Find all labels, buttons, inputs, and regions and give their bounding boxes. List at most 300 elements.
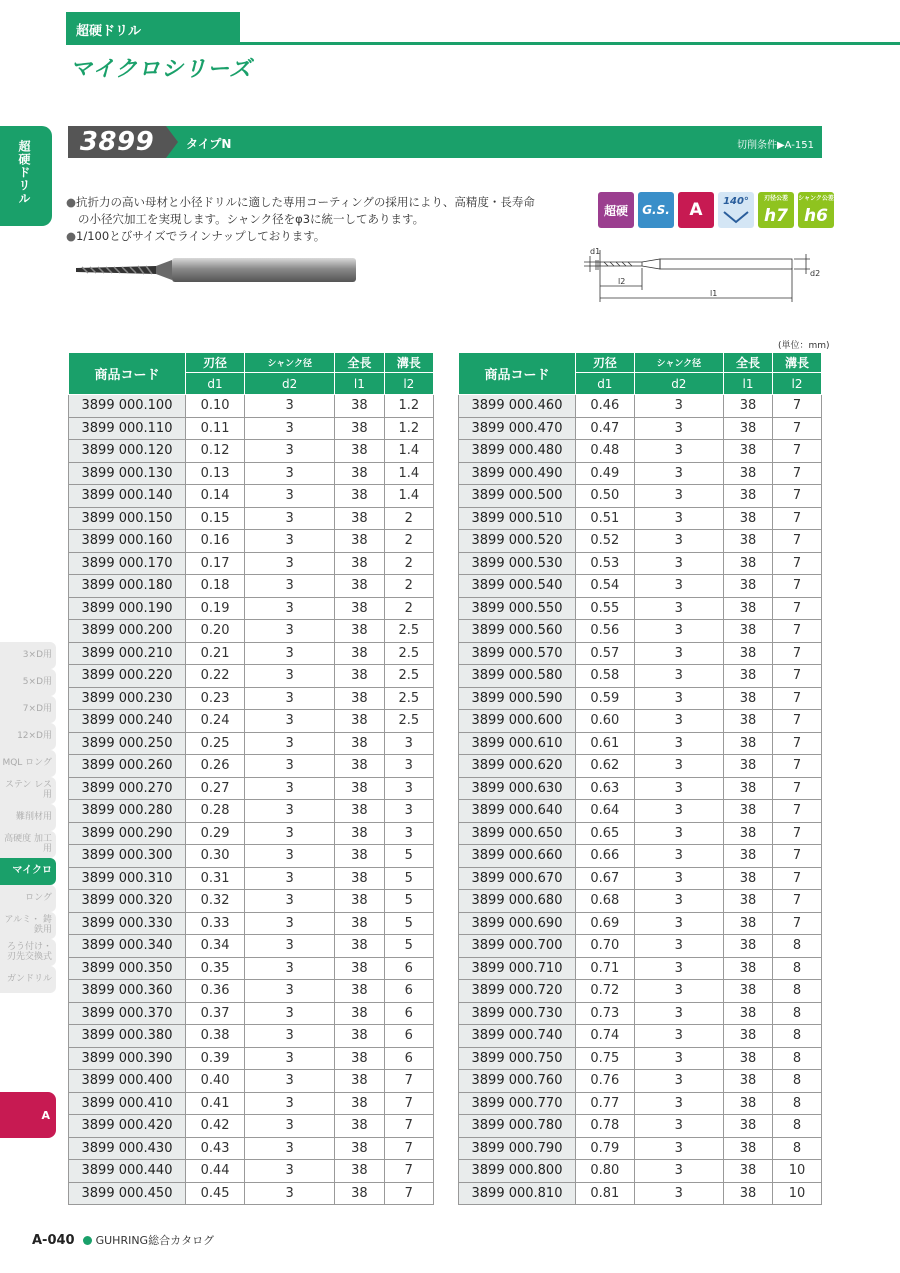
- cell-code: 3899 000.130: [69, 462, 186, 485]
- cell-code: 3899 000.100: [69, 395, 186, 418]
- table-row: [459, 620, 822, 643]
- cell-code: 3899 000.110: [69, 417, 186, 440]
- cell-d2: 3: [245, 1115, 335, 1138]
- cell-code: 3899 000.300: [69, 845, 186, 868]
- cell-l1: 38: [724, 1092, 773, 1115]
- cell-code: 3899 000.160: [69, 530, 186, 553]
- col-d2-name: シャンク径: [245, 353, 335, 373]
- table-row: [69, 687, 434, 710]
- cell-l1: 38: [724, 755, 773, 778]
- side-tab-carbide-drill[interactable]: [0, 126, 52, 226]
- table-row: [459, 507, 822, 530]
- cell-l1: 38: [724, 552, 773, 575]
- table-row: [69, 822, 434, 845]
- cell-code: 3899 000.470: [459, 417, 576, 440]
- table-row: [69, 552, 434, 575]
- table-row: [459, 1002, 822, 1025]
- cell-l1: 38: [335, 957, 384, 980]
- cell-d1: 0.75: [576, 1047, 635, 1070]
- cell-l2: 1.2: [384, 417, 433, 440]
- bullet-icon: [83, 1236, 92, 1245]
- cell-code: 3899 000.780: [459, 1115, 576, 1138]
- cell-l1: 38: [724, 687, 773, 710]
- cell-d2: 3: [634, 957, 723, 980]
- col-d1-name: 刃径: [186, 353, 245, 373]
- blade-tolerance-badge: 刃径公差 h7: [758, 192, 794, 228]
- cell-d2: 3: [634, 440, 723, 463]
- gs-coating-badge: G.S.: [638, 192, 674, 228]
- cell-d1: 0.45: [186, 1182, 245, 1205]
- cell-l2: 7: [772, 710, 821, 733]
- cell-d2: 3: [634, 687, 723, 710]
- cell-d1: 0.57: [576, 642, 635, 665]
- cell-d1: 0.63: [576, 777, 635, 800]
- cell-l2: 2.5: [384, 710, 433, 733]
- cell-code: 3899 000.270: [69, 777, 186, 800]
- cell-code: 3899 000.250: [69, 732, 186, 755]
- cell-d1: 0.64: [576, 800, 635, 823]
- cell-d2: 3: [634, 1115, 723, 1138]
- table-row: [459, 935, 822, 958]
- cell-code: 3899 000.700: [459, 935, 576, 958]
- cell-d1: 0.10: [186, 395, 245, 418]
- cell-l2: 8: [772, 1047, 821, 1070]
- table-row: [69, 1047, 434, 1070]
- cell-code: 3899 000.570: [459, 642, 576, 665]
- side-nav-item[interactable]: ロング: [0, 885, 56, 912]
- cell-code: 3899 000.180: [69, 575, 186, 598]
- cell-code: 3899 000.710: [459, 957, 576, 980]
- side-nav-item[interactable]: ろう付け・ 刃先交換式: [0, 939, 56, 966]
- description-line-2: ●1/100とびサイズでラインナップしております。: [66, 229, 326, 243]
- cell-d1: 0.77: [576, 1092, 635, 1115]
- cell-code: 3899 000.120: [69, 440, 186, 463]
- cell-d2: 3: [634, 935, 723, 958]
- cell-l1: 38: [724, 867, 773, 890]
- table-row: [69, 575, 434, 598]
- side-tab-a[interactable]: A: [0, 1092, 56, 1138]
- cell-d1: 0.24: [186, 710, 245, 733]
- cell-code: 3899 000.540: [459, 575, 576, 598]
- table-row: [69, 1002, 434, 1025]
- cell-code: 3899 000.440: [69, 1160, 186, 1183]
- table-row: [459, 530, 822, 553]
- cell-code: 3899 000.560: [459, 620, 576, 643]
- col-d1-name: 刃径: [576, 353, 635, 373]
- cell-code: 3899 000.370: [69, 1002, 186, 1025]
- cell-l1: 38: [335, 755, 384, 778]
- cell-code: 3899 000.290: [69, 822, 186, 845]
- cell-l2: 7: [772, 822, 821, 845]
- side-nav-item[interactable]: 7×D用: [0, 696, 56, 723]
- cell-code: 3899 000.790: [459, 1137, 576, 1160]
- cell-code: 3899 000.320: [69, 890, 186, 913]
- table-row: [69, 957, 434, 980]
- cell-d1: 0.13: [186, 462, 245, 485]
- cell-code: 3899 000.400: [69, 1070, 186, 1093]
- cell-code: 3899 000.340: [69, 935, 186, 958]
- cell-code: 3899 000.310: [69, 867, 186, 890]
- cell-d2: 3: [634, 530, 723, 553]
- cell-d1: 0.21: [186, 642, 245, 665]
- cell-l1: 38: [335, 822, 384, 845]
- series-number: 3899: [68, 126, 166, 158]
- cell-l2: 7: [384, 1070, 433, 1093]
- cell-l2: 1.4: [384, 462, 433, 485]
- cell-l2: 2.5: [384, 620, 433, 643]
- cell-l2: 7: [384, 1137, 433, 1160]
- spec-table-left: [68, 352, 434, 1205]
- cell-l2: 7: [772, 732, 821, 755]
- table-row: [459, 687, 822, 710]
- d2-label: d2: [810, 269, 821, 278]
- cell-d2: 3: [634, 597, 723, 620]
- cell-d2: 3: [634, 395, 723, 418]
- cell-d2: 3: [634, 755, 723, 778]
- cell-code: 3899 000.580: [459, 665, 576, 688]
- cutting-conditions-link[interactable]: 切削条件▶A-151: [736, 140, 814, 151]
- cell-l1: 38: [724, 912, 773, 935]
- cell-code: 3899 000.220: [69, 665, 186, 688]
- table-row: [459, 755, 822, 778]
- cell-l2: 6: [384, 1002, 433, 1025]
- cell-l1: 38: [335, 1070, 384, 1093]
- carbide-badge: 超硬: [598, 192, 634, 228]
- cell-d1: 0.54: [576, 575, 635, 598]
- cell-l2: 10: [772, 1160, 821, 1183]
- col-d1: d1: [576, 373, 635, 395]
- cell-l2: 7: [772, 845, 821, 868]
- table-row: [69, 1182, 434, 1205]
- cell-d2: 3: [245, 1070, 335, 1093]
- cell-code: 3899 000.620: [459, 755, 576, 778]
- cell-code: 3899 000.210: [69, 642, 186, 665]
- cell-code: 3899 000.530: [459, 552, 576, 575]
- cell-d1: 0.28: [186, 800, 245, 823]
- cell-l1: 38: [335, 1025, 384, 1048]
- cell-l2: 7: [772, 485, 821, 508]
- cell-code: 3899 000.430: [69, 1137, 186, 1160]
- cell-l2: 2: [384, 530, 433, 553]
- cell-l1: 38: [335, 1002, 384, 1025]
- cell-d2: 3: [634, 642, 723, 665]
- cell-d1: 0.37: [186, 1002, 245, 1025]
- cell-l2: 8: [772, 935, 821, 958]
- cell-l2: 7: [772, 417, 821, 440]
- cell-l2: 8: [772, 1025, 821, 1048]
- table-row: [459, 395, 822, 418]
- table-row: [69, 597, 434, 620]
- cell-d1: 0.81: [576, 1182, 635, 1205]
- cell-l2: 3: [384, 800, 433, 823]
- cell-code: 3899 000.380: [69, 1025, 186, 1048]
- cell-code: 3899 000.390: [69, 1047, 186, 1070]
- shank-tolerance-badge: シャンク公差 h6: [798, 192, 834, 228]
- cell-l2: 1.4: [384, 440, 433, 463]
- table-row: [69, 800, 434, 823]
- cell-l1: 38: [724, 1115, 773, 1138]
- table-row: [69, 417, 434, 440]
- cell-d2: 3: [634, 1002, 723, 1025]
- table-row: [69, 507, 434, 530]
- cell-l1: 38: [335, 507, 384, 530]
- cell-l2: 2: [384, 575, 433, 598]
- cell-l2: 2: [384, 597, 433, 620]
- cell-l2: 7: [772, 687, 821, 710]
- table-row: [459, 485, 822, 508]
- side-nav-item[interactable]: MQL ロング: [0, 750, 56, 777]
- side-nav-item[interactable]: ガンドリル: [0, 966, 56, 993]
- cell-l1: 38: [335, 575, 384, 598]
- side-nav-item[interactable]: 3×D用: [0, 642, 56, 669]
- dimension-diagram: [574, 246, 824, 308]
- col-code: 商品コード: [459, 353, 576, 395]
- cell-d1: 0.76: [576, 1070, 635, 1093]
- table-row: [459, 552, 822, 575]
- table-row: [69, 530, 434, 553]
- cell-code: 3899 000.550: [459, 597, 576, 620]
- cell-l2: 8: [772, 957, 821, 980]
- cell-l1: 38: [724, 710, 773, 733]
- cell-l1: 38: [335, 530, 384, 553]
- cell-l2: 7: [772, 575, 821, 598]
- cell-l2: 7: [772, 642, 821, 665]
- table-row: [459, 1160, 822, 1183]
- cell-d2: 3: [245, 642, 335, 665]
- cell-l2: 5: [384, 890, 433, 913]
- cell-d1: 0.80: [576, 1160, 635, 1183]
- cell-l1: 38: [335, 1182, 384, 1205]
- cell-d2: 3: [245, 755, 335, 778]
- side-nav-item[interactable]: 5×D用: [0, 669, 56, 696]
- table-row: [69, 485, 434, 508]
- side-nav-item[interactable]: アルミ・ 鋳鉄用: [0, 912, 56, 939]
- cell-l2: 5: [384, 935, 433, 958]
- cell-code: 3899 000.590: [459, 687, 576, 710]
- cell-l2: 1.4: [384, 485, 433, 508]
- cell-d2: 3: [634, 980, 723, 1003]
- cell-l2: 7: [384, 1160, 433, 1183]
- description: [66, 194, 536, 245]
- cell-code: 3899 000.200: [69, 620, 186, 643]
- cell-l1: 38: [335, 710, 384, 733]
- cell-l2: 8: [772, 1137, 821, 1160]
- cell-d1: 0.12: [186, 440, 245, 463]
- side-nav-item[interactable]: 高硬度 加工用: [0, 831, 56, 858]
- cell-l2: 8: [772, 1070, 821, 1093]
- cell-l1: 38: [724, 935, 773, 958]
- page-number: A-040: [32, 1232, 75, 1248]
- cell-code: 3899 000.500: [459, 485, 576, 508]
- cell-d1: 0.62: [576, 755, 635, 778]
- cell-d1: 0.60: [576, 710, 635, 733]
- col-d2: d2: [245, 373, 335, 395]
- description-line-1: ●抗折力の高い母材と小径ドリルに適した専用コーティングの採用により、高精度・長寿命の小径穴加工を実現します。シャンク径をφ3に統一してあります。: [66, 195, 535, 226]
- cell-l1: 38: [335, 980, 384, 1003]
- cell-l1: 38: [724, 1160, 773, 1183]
- table-row: [459, 642, 822, 665]
- side-nav-item[interactable]: 12×D用: [0, 723, 56, 750]
- cell-d1: 0.35: [186, 957, 245, 980]
- cell-code: 3899 000.680: [459, 890, 576, 913]
- cell-code: 3899 000.520: [459, 530, 576, 553]
- cell-d2: 3: [245, 935, 335, 958]
- header-divider: [66, 42, 900, 45]
- cell-code: 3899 000.280: [69, 800, 186, 823]
- cell-code: 3899 000.640: [459, 800, 576, 823]
- side-nav-item[interactable]: 難削材用: [0, 804, 56, 831]
- cell-d2: 3: [634, 552, 723, 575]
- cell-d1: 0.15: [186, 507, 245, 530]
- cell-d2: 3: [245, 417, 335, 440]
- cell-l1: 38: [724, 1182, 773, 1205]
- cell-l2: 7: [772, 912, 821, 935]
- footer: [32, 1232, 214, 1248]
- spec-table-right: [458, 352, 822, 1205]
- cell-code: 3899 000.690: [459, 912, 576, 935]
- cell-l1: 38: [335, 462, 384, 485]
- cell-code: 3899 000.230: [69, 687, 186, 710]
- cell-l2: 7: [772, 620, 821, 643]
- cell-l1: 38: [724, 1002, 773, 1025]
- cell-l2: 7: [772, 800, 821, 823]
- cell-d1: 0.34: [186, 935, 245, 958]
- cell-l1: 38: [724, 642, 773, 665]
- cell-code: 3899 000.330: [69, 912, 186, 935]
- cell-l2: 7: [772, 530, 821, 553]
- cell-d1: 0.61: [576, 732, 635, 755]
- table-row: [69, 935, 434, 958]
- col-d1: d1: [186, 373, 245, 395]
- cell-d2: 3: [634, 1137, 723, 1160]
- table-row: [459, 822, 822, 845]
- table-row: [459, 1182, 822, 1205]
- cell-d1: 0.47: [576, 417, 635, 440]
- table-row: [69, 1092, 434, 1115]
- table-row: [459, 777, 822, 800]
- side-nav-item[interactable]: ステン レス用: [0, 777, 56, 804]
- cell-d2: 3: [245, 1092, 335, 1115]
- cell-l1: 38: [335, 912, 384, 935]
- cell-d2: 3: [634, 912, 723, 935]
- d1-label: d1: [590, 247, 601, 256]
- cell-l1: 38: [724, 777, 773, 800]
- cell-code: 3899 000.770: [459, 1092, 576, 1115]
- cell-l1: 38: [724, 440, 773, 463]
- cell-d2: 3: [634, 417, 723, 440]
- cell-code: 3899 000.810: [459, 1182, 576, 1205]
- cell-l1: 38: [335, 620, 384, 643]
- table-row: [459, 845, 822, 868]
- table-row: [459, 597, 822, 620]
- cell-code: 3899 000.420: [69, 1115, 186, 1138]
- cell-l1: 38: [335, 1160, 384, 1183]
- table-row: [69, 912, 434, 935]
- cell-d1: 0.29: [186, 822, 245, 845]
- cell-l1: 38: [724, 890, 773, 913]
- cell-d2: 3: [245, 575, 335, 598]
- table-row: [459, 417, 822, 440]
- table-row: [459, 732, 822, 755]
- side-nav-item[interactable]: マイクロ: [0, 858, 56, 885]
- cell-l1: 38: [335, 485, 384, 508]
- cell-d1: 0.67: [576, 867, 635, 890]
- table-row: [69, 1070, 434, 1093]
- cell-code: 3899 000.260: [69, 755, 186, 778]
- cell-l1: 38: [724, 597, 773, 620]
- side-nav: [0, 642, 56, 993]
- cell-l1: 38: [335, 597, 384, 620]
- table-row: [459, 912, 822, 935]
- table-row: [459, 710, 822, 733]
- cell-code: 3899 000.240: [69, 710, 186, 733]
- cell-l1: 38: [335, 1137, 384, 1160]
- cell-code: 3899 000.350: [69, 957, 186, 980]
- table-row: [69, 980, 434, 1003]
- cell-l2: 1.2: [384, 395, 433, 418]
- cell-l1: 38: [335, 890, 384, 913]
- cell-l2: 5: [384, 867, 433, 890]
- side-tab-label: 超硬ドリル: [17, 140, 31, 205]
- cell-d2: 3: [245, 687, 335, 710]
- cell-code: 3899 000.190: [69, 597, 186, 620]
- table-row: [459, 800, 822, 823]
- col-d2: d2: [634, 373, 723, 395]
- page-title: マイクロシリーズ: [70, 57, 253, 82]
- cell-l2: 2.5: [384, 687, 433, 710]
- cell-l1: 38: [724, 845, 773, 868]
- cell-l1: 38: [335, 687, 384, 710]
- cell-l1: 38: [724, 485, 773, 508]
- table-row: [459, 1025, 822, 1048]
- cell-d1: 0.26: [186, 755, 245, 778]
- cell-d1: 0.52: [576, 530, 635, 553]
- cell-d1: 0.36: [186, 980, 245, 1003]
- cell-l1: 38: [724, 1070, 773, 1093]
- cell-code: 3899 000.600: [459, 710, 576, 733]
- cell-l2: 7: [772, 507, 821, 530]
- cell-d1: 0.68: [576, 890, 635, 913]
- unit-label: (単位：mm): [778, 341, 830, 351]
- cell-d1: 0.50: [576, 485, 635, 508]
- cell-d2: 3: [245, 777, 335, 800]
- feature-badges: [598, 192, 834, 228]
- catalog-name: GUHRING総合カタログ: [95, 1234, 215, 1247]
- cell-d2: 3: [245, 597, 335, 620]
- cell-code: 3899 000.670: [459, 867, 576, 890]
- cell-l1: 38: [335, 732, 384, 755]
- cell-d2: 3: [245, 485, 335, 508]
- cell-l1: 38: [724, 957, 773, 980]
- cell-l2: 5: [384, 845, 433, 868]
- cell-d1: 0.27: [186, 777, 245, 800]
- table-row: [69, 1137, 434, 1160]
- cell-l1: 38: [335, 1047, 384, 1070]
- cell-l1: 38: [724, 507, 773, 530]
- cell-l2: 6: [384, 980, 433, 1003]
- cell-code: 3899 000.410: [69, 1092, 186, 1115]
- cell-d1: 0.30: [186, 845, 245, 868]
- table-row: [459, 1115, 822, 1138]
- table-row: [459, 980, 822, 1003]
- cell-l1: 38: [335, 395, 384, 418]
- cell-d1: 0.32: [186, 890, 245, 913]
- cell-d1: 0.31: [186, 867, 245, 890]
- cell-l1: 38: [335, 777, 384, 800]
- table-row: [69, 777, 434, 800]
- cell-d2: 3: [245, 440, 335, 463]
- cell-l1: 38: [335, 867, 384, 890]
